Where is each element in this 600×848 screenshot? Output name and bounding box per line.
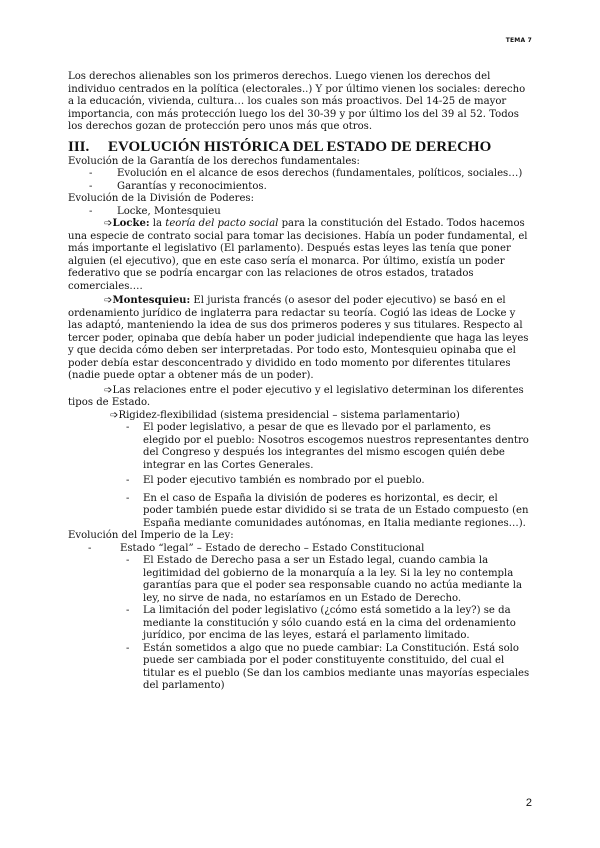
- list-item: [68, 605, 530, 643]
- arrow-icon: ➩: [104, 218, 113, 229]
- list-item-text: La limitación del poder legislativo (¿cómo está sometido a la ley?) se da mediante la constitución y sólo cuando está en la cima del ordenamiento jurídico, por encima de las leyes, estará el parlamento limitado.: [143, 605, 516, 641]
- dash-marker: -: [89, 180, 93, 192]
- page-number: 2: [525, 797, 532, 809]
- imperio-heading: Evolución del Imperio de la Ley:: [68, 530, 234, 541]
- list-item: [68, 493, 530, 531]
- intro-paragraph: Los derechos alienables son los primeros derechos. Luego vienen los derechos del individuo centrados en la política (electorales..) Y por último vienen los sociales: derecho a la educación, vivienda, cultura… los cuales son más proactivos. Del 14-25 de mayor importancia, con más protección luego los del 30-39 y por último los del 39 al 52. Todos los derechos gozan de protección pero unos más que otros.: [68, 71, 526, 132]
- list-item-text: El poder ejecutivo también es nombrado por el pueblo.: [143, 475, 425, 486]
- arrow-icon: ➩: [104, 295, 113, 306]
- section-heading: [68, 139, 530, 156]
- relaciones-text: Las relaciones entre el poder ejecutivo y el legislativo determinan los diferentes tipos de Estado.: [68, 384, 524, 408]
- header-tag: TEMA 7: [505, 37, 532, 44]
- dash-marker: -: [126, 605, 130, 616]
- locke-text: para la constitución del Estado. Todos hacemos una especie de contrato social para tomar las decisiones. Había un poder fundamental, el más importante el legislativo (El parlamento). Después estas leyes las tenía que poner alguien (el ejecutivo), que en este caso sería el monarca. Por último, existía un poder federativo que se podría encargar con las relaciones de otros estados, tratados comerciales….: [68, 218, 528, 292]
- list-item: [68, 543, 530, 556]
- relaciones-paragraph: [68, 385, 530, 410]
- content: [68, 71, 530, 693]
- garantia-heading: Evolución de la Garantía de los derechos fundamentales:: [68, 155, 360, 167]
- list-item: [68, 555, 530, 605]
- dash-marker: -: [89, 168, 93, 179]
- list-item-text: El poder legislativo, a pesar de que es llevado por el parlamento, es elegido por el pueblo: Nosotros escogemos nuestros representantes dentro del Congreso y después los integrantes del mismo escogen quién debe integrar en las Cortes Generales.: [143, 422, 529, 471]
- dash-marker: -: [126, 492, 130, 504]
- dash-marker: -: [126, 422, 130, 433]
- dash-marker: -: [89, 205, 93, 217]
- dash-marker: -: [126, 475, 130, 486]
- locke-italic: teoría del pacto social: [165, 218, 279, 229]
- arrow-icon: ➩: [110, 409, 119, 421]
- rigidez-text: Rigidez-flexibilidad (sistema presidencial – sistema parlamentario): [118, 409, 460, 421]
- montesquieu-text: El jurista francés (o asesor del poder ejecutivo) se basó en el ordenamiento jurídico de inglaterra para redactar su teoría. Cogió las ideas de Locke y las adaptó, manteniendo la idea de sus dos primeros poderes y sus titulares. Respecto al tercer poder, opinaba que debía haber un poder judicial independiente que haga las leyes y que decida cómo deben ser interpretadas. Por todo esto, Montesquieu opinaba que el poder debía estar desconcentrado y dividido en todo momento por diferentes titulares (nadie puede optar a obtener más de un poder).: [68, 295, 529, 381]
- division-heading: Evolución de la División de Poderes:: [68, 193, 255, 204]
- locke-paragraph: [68, 218, 530, 293]
- locke-label: Locke:: [112, 218, 150, 229]
- dash-marker: -: [88, 542, 92, 554]
- list-item-text: El Estado de Derecho pasa a ser un Estado legal, cuando cambia la legitimidad del gobierno de la monarquía a la ley. Si la ley no contempla garantías para que el poder sea responsable cuando no actúa mediante la ley, no sirve de nada, no estaríamos en un Estado de Derecho.: [143, 555, 522, 604]
- section-title: EVOLUCIÓN HISTÓRICA DEL ESTADO DE DERECHO: [108, 138, 492, 155]
- list-item-text: Evolución en el alcance de esos derechos (fundamentales, políticos, sociales…): [117, 168, 523, 179]
- rigidez-line: [68, 410, 530, 423]
- section-number: III.: [68, 138, 90, 155]
- list-item: [68, 168, 530, 181]
- locke-pre: la: [149, 218, 166, 229]
- list-item: [68, 206, 530, 219]
- list-item-text: Locke, Montesquieu: [117, 205, 221, 217]
- list-item: [68, 181, 530, 194]
- list-item: [68, 475, 530, 488]
- dash-marker: -: [126, 642, 130, 654]
- list-item-text: En el caso de España la división de poderes es horizontal, es decir, el poder también puede estar dividido si se trata de un Estado compuesto (en España mediante comunidades autónomas, en Italia mediante regiones…).: [143, 492, 529, 529]
- dash-marker: -: [126, 555, 130, 566]
- list-item: [68, 422, 530, 472]
- montesquieu-paragraph: [68, 295, 530, 383]
- list-item-text: Garantías y reconocimientos.: [117, 180, 267, 192]
- list-item-text: Estado “legal” – Estado de derecho – Estado Constitucional: [120, 542, 425, 554]
- montesquieu-label: Montesquieu:: [112, 295, 191, 306]
- list-item-text: Están sometidos a algo que no puede cambiar: La Constitución. Está solo puede ser cambiada por el poder constituyente constituido, del cual el titular es el pueblo (Se dan los cambios mediante unas mayorías especiales del parlamento): [143, 642, 530, 691]
- list-item: [68, 643, 530, 693]
- arrow-icon: ➩: [104, 384, 113, 396]
